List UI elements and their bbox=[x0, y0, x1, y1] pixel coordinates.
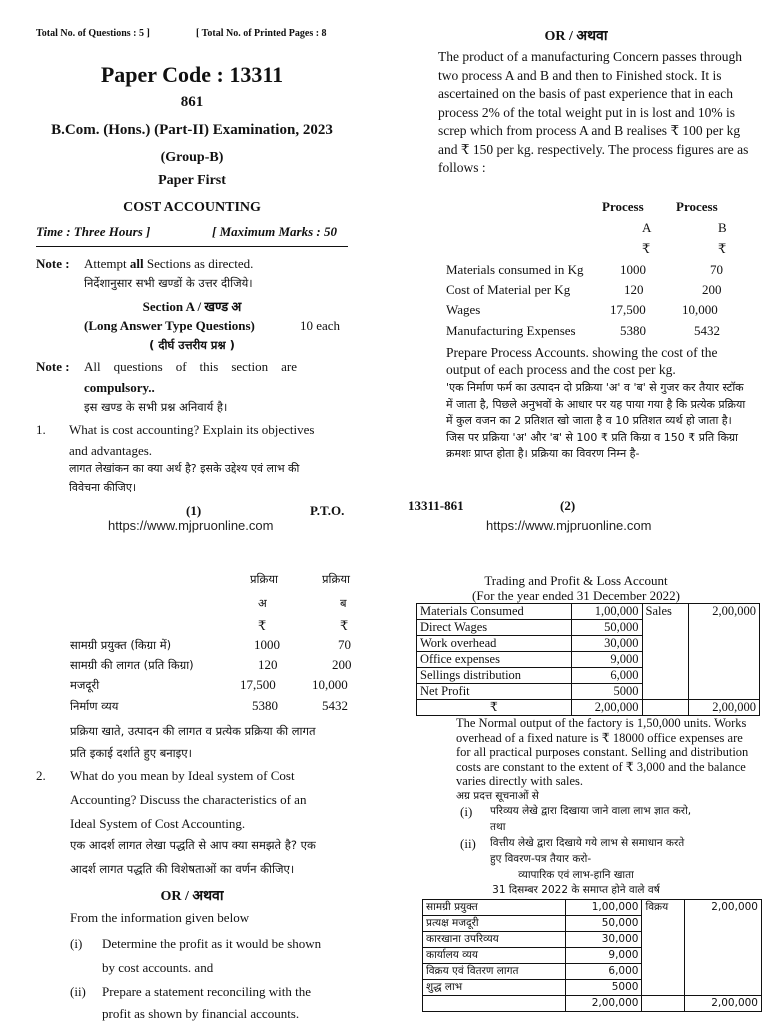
note2-text-hindi: इस खण्ड के सभी प्रश्न अनिवार्य है। bbox=[84, 400, 228, 414]
total-questions: Total No. of Questions : 5 ] bbox=[36, 28, 150, 39]
row-a: 1000 bbox=[254, 637, 280, 652]
row-label: Materials Consumed bbox=[417, 604, 572, 620]
table-total-row bbox=[423, 996, 762, 1012]
col-b: ब bbox=[340, 596, 347, 610]
from-info: From the information given below bbox=[70, 910, 250, 925]
hindi-item-i-line2: तथा bbox=[490, 821, 506, 833]
question-2-line3: Ideal System of Cost Accounting. bbox=[70, 816, 246, 831]
row-label: Cost of Material per Kg bbox=[446, 282, 571, 297]
hindi-account-subtitle: 31 दिसम्बर 2022 के समाप्त होने वाले वर्ष bbox=[492, 884, 660, 896]
long-answer-heading: (Long Answer Type Questions) bbox=[84, 318, 255, 333]
page-number: (2) bbox=[560, 498, 576, 513]
or-heading: OR / अथवा bbox=[544, 29, 608, 44]
question-2-line1: What do you mean by Ideal system of Cost bbox=[70, 768, 295, 783]
prepare-instruction: Prepare Process Accounts. showing the cost of the output of each process and the cost per kg. bbox=[446, 345, 718, 377]
col-process-a: प्रक्रिया bbox=[250, 572, 279, 586]
question-text: The Normal output of the factory is 1,50,000 units. Works overhead of a fixed nature is ₹ 18000 office expenses are for all practical purposes constant. Selling and distribution costs are constant to the extent of ₹ 3,000 and the balance varies directly with sales. bbox=[456, 716, 749, 788]
row-label: Net Profit bbox=[417, 684, 572, 700]
exam-title: B.Com. (Hons.) (Part-II) Examination, 2023 bbox=[51, 122, 333, 138]
row-label: प्रत्यक्ष मजदूरी bbox=[423, 916, 566, 932]
footer-url: https://www.mjpruonline.com bbox=[108, 518, 274, 533]
instruction-hindi-2: प्रति इकाई दर्शाते हुए बनाइए। bbox=[70, 746, 193, 760]
time: Time : Three Hours ] bbox=[36, 224, 151, 239]
hindi-item-i-line1: परिव्यय लेखे द्वारा दिखाया जाने वाला लाभ ज्ञात करो, bbox=[490, 805, 692, 817]
page-3 bbox=[0, 540, 384, 1024]
footer-code: 13311-861 bbox=[408, 498, 464, 513]
row-amount: 50,000 bbox=[565, 916, 642, 932]
group: (Group-B) bbox=[160, 150, 224, 165]
page-4 bbox=[384, 540, 768, 1024]
row-label: कार्यालय व्यय bbox=[423, 948, 566, 964]
total-right: 2,00,000 bbox=[689, 700, 760, 716]
question-1-line2: and advantages. bbox=[69, 443, 153, 458]
row-label: सामग्री प्रयुक्त bbox=[423, 900, 566, 916]
col-a: A bbox=[642, 220, 652, 235]
note2-text-bold: compulsory.. bbox=[84, 380, 155, 395]
col-process-a: Process bbox=[602, 199, 644, 214]
question-2-hindi-1: एक आदर्श लागत लेखा पद्धति से आप क्या समझते है? एक bbox=[70, 838, 316, 852]
item-i-number: (i) bbox=[70, 936, 83, 951]
row-label: विक्रय एवं वितरण लागत bbox=[423, 964, 566, 980]
item-i-line2: by cost accounts. and bbox=[102, 960, 214, 975]
row-a: 120 bbox=[258, 657, 278, 672]
row-b: 5432 bbox=[694, 323, 720, 338]
col-process-b: Process bbox=[676, 199, 718, 214]
instruction-hindi-1: प्रक्रिया खाते, उत्पादन की लागत व प्रत्येक प्रक्रिया की लागत bbox=[70, 724, 316, 738]
col-process-b: प्रक्रिया bbox=[322, 572, 351, 586]
row-amount: 30,000 bbox=[571, 636, 642, 652]
sales-label: Sales bbox=[642, 604, 689, 700]
pto: P.T.O. bbox=[310, 503, 345, 518]
table-row bbox=[417, 604, 760, 620]
total-blank bbox=[423, 996, 566, 1012]
row-amount: 30,000 bbox=[565, 932, 642, 948]
hindi-intro: अग्र प्रदत्त सूचनाओं से bbox=[456, 790, 539, 802]
row-b: 70 bbox=[710, 262, 723, 277]
hindi-account-title: व्यापारिक एवं लाभ-हानि खाता bbox=[518, 869, 634, 881]
code-number: 861 bbox=[180, 94, 204, 110]
currency-a: ₹ bbox=[258, 618, 267, 633]
row-label: Work overhead bbox=[417, 636, 572, 652]
currency-b: ₹ bbox=[718, 241, 727, 256]
total-blank bbox=[642, 996, 685, 1012]
sales-amount: 2,00,000 bbox=[685, 900, 762, 996]
row-label: Direct Wages bbox=[417, 620, 572, 636]
row-b: 70 bbox=[338, 637, 351, 652]
row-b: 10,000 bbox=[312, 677, 348, 692]
hindi-item-ii-number: (ii) bbox=[460, 836, 476, 851]
note2-text: All questions of this section are bbox=[84, 359, 298, 374]
divider bbox=[36, 246, 348, 247]
row-label: Materials consumed in Kg bbox=[446, 262, 584, 277]
row-b: 5432 bbox=[322, 698, 348, 713]
row-label: Manufacturing Expenses bbox=[446, 323, 576, 338]
row-label: कारखाना उपरिव्यय bbox=[423, 932, 566, 948]
row-amount: 50,000 bbox=[571, 620, 642, 636]
question-1-hindi-2: विवेचना कीजिए। bbox=[69, 481, 137, 494]
row-a: 120 bbox=[624, 282, 644, 297]
section-heading: Section A / खण्ड अ bbox=[142, 299, 242, 314]
marks-each: 10 each bbox=[300, 318, 341, 333]
hindi-item-ii-line2: हुए विवरण-पत्र तैयार करो- bbox=[490, 853, 592, 865]
page-number: (1) bbox=[186, 503, 202, 518]
item-ii-line1: Prepare a statement reconciling with the bbox=[102, 984, 312, 999]
row-label: Office expenses bbox=[417, 652, 572, 668]
row-amount: 1,00,000 bbox=[571, 604, 642, 620]
row-label: Wages bbox=[446, 302, 481, 317]
sales-amount: 2,00,000 bbox=[689, 604, 760, 700]
hindi-item-i-number: (i) bbox=[460, 804, 473, 819]
paper-code: Paper Code : 13311 bbox=[100, 62, 284, 87]
row-label: सामग्री की लागत (प्रति किग्रा) bbox=[70, 658, 194, 672]
note-text: Attempt all Sections as directed. bbox=[84, 256, 254, 271]
subject: COST ACCOUNTING bbox=[123, 200, 261, 215]
sales-label: विक्रय bbox=[642, 900, 685, 996]
question-text-hindi: 'एक निर्माण फर्म का उत्पादन दो प्रक्रिया 'अ' व 'ब' से गुजर कर तैयार स्टॉक में जाता है, पिछले अनुभवों के आधार पर यह पाया गया है कि प्रत्येक प्रक्रिया में कुल वजन का 2 प्रतिशत खो जाता है व 10 प्रतिशत व्यर्थ हो जाता है। जिस पर प्रक्रिया 'अ' और 'ब' से 100 ₹ प्रति किग्रा व 150 ₹ प्रति किग्रा क्रमशः प्राप्त होता है। प्रक्रिया का विवरण निम्न है- bbox=[446, 381, 746, 460]
total-pages: [ Total No. of Printed Pages : 8 bbox=[196, 28, 327, 39]
row-amount: 9,000 bbox=[571, 652, 642, 668]
row-amount: 1,00,000 bbox=[565, 900, 642, 916]
trading-account-table bbox=[416, 603, 760, 716]
total-label: ₹ bbox=[417, 700, 572, 716]
question-text: The product of a manufacturing Concern passes through two process A and B and then to Finished stock. It is ascertained on the basis of past experience that in each process 2% of the total weight put in is lost and 10% is screp which from process A and B realises ₹ 100 per kg and ₹ 150 per kg. respectively. The process figures are as follows : bbox=[438, 49, 749, 175]
currency-a: ₹ bbox=[642, 241, 651, 256]
footer-url: https://www.mjpruonline.com bbox=[486, 518, 652, 533]
row-amount: 5000 bbox=[571, 684, 642, 700]
hindi-trading-account-table bbox=[422, 899, 762, 1012]
question-1-line1: What is cost accounting? Explain its objectives bbox=[69, 422, 315, 437]
row-amount: 6,000 bbox=[565, 964, 642, 980]
item-ii-line2: profit as shown by financial accounts. bbox=[102, 1006, 300, 1021]
item-ii-number: (ii) bbox=[70, 984, 86, 999]
question-1-hindi-1: लागत लेखांकन का क्या अर्थ है? इसके उद्देश्य एवं लाभ की bbox=[69, 462, 300, 475]
row-label: सामग्री प्रयुक्त (किग्रा में) bbox=[70, 638, 172, 652]
total-left: 2,00,000 bbox=[571, 700, 642, 716]
col-b: B bbox=[718, 220, 727, 235]
row-a: 5380 bbox=[252, 698, 278, 713]
row-amount: 9,000 bbox=[565, 948, 642, 964]
table-row bbox=[423, 900, 762, 916]
row-label: निर्माण व्यय bbox=[70, 699, 119, 713]
table-total-row bbox=[417, 700, 760, 716]
currency-b: ₹ bbox=[340, 618, 349, 633]
row-b: 10,000 bbox=[682, 302, 718, 317]
account-subtitle: (For the year ended 31 December 2022) bbox=[472, 588, 680, 603]
row-a: 17,500 bbox=[240, 677, 276, 692]
question-2-hindi-2: आदर्श लागत पद्धति की विशेषताओं का वर्णन कीजिए। bbox=[70, 862, 295, 876]
note-label: Note : bbox=[36, 256, 70, 271]
row-label: शुद्ध लाभ bbox=[423, 980, 566, 996]
row-amount: 5000 bbox=[565, 980, 642, 996]
hindi-item-ii-line1: वित्तीय लेखे द्वारा दिखाये गये लाभ से समाधान करते bbox=[490, 837, 685, 849]
row-a: 1000 bbox=[620, 262, 646, 277]
question-1-number: 1. bbox=[36, 422, 46, 437]
long-answer-heading-hindi: ( दीर्घ उत्तरीय प्रश्न ) bbox=[149, 338, 235, 352]
note-text-hindi: निर्देशानुसार सभी खण्डों के उत्तर दीजिये। bbox=[84, 276, 253, 290]
row-a: 17,500 bbox=[610, 302, 646, 317]
or-heading: OR / अथवा bbox=[160, 889, 224, 904]
note2-label: Note : bbox=[36, 359, 70, 374]
account-title: Trading and Profit & Loss Account bbox=[484, 573, 668, 588]
question-2-number: 2. bbox=[36, 768, 46, 783]
page-2 bbox=[384, 0, 768, 540]
total-blank bbox=[642, 700, 689, 716]
max-marks: [ Maximum Marks : 50 bbox=[212, 224, 337, 239]
paper-first: Paper First bbox=[158, 173, 226, 188]
row-b: 200 bbox=[332, 657, 352, 672]
question-2-line2: Accounting? Discuss the characteristics of an bbox=[70, 792, 307, 807]
row-label: मजदूरी bbox=[70, 678, 100, 692]
row-amount: 6,000 bbox=[571, 668, 642, 684]
page-1 bbox=[0, 0, 384, 540]
item-i-line1: Determine the profit as it would be shown bbox=[102, 936, 322, 951]
row-a: 5380 bbox=[620, 323, 646, 338]
row-label: Sellings distribution bbox=[417, 668, 572, 684]
col-a: अ bbox=[258, 596, 267, 610]
row-b: 200 bbox=[702, 282, 722, 297]
total-left: 2,00,000 bbox=[565, 996, 642, 1012]
total-right: 2,00,000 bbox=[685, 996, 762, 1012]
